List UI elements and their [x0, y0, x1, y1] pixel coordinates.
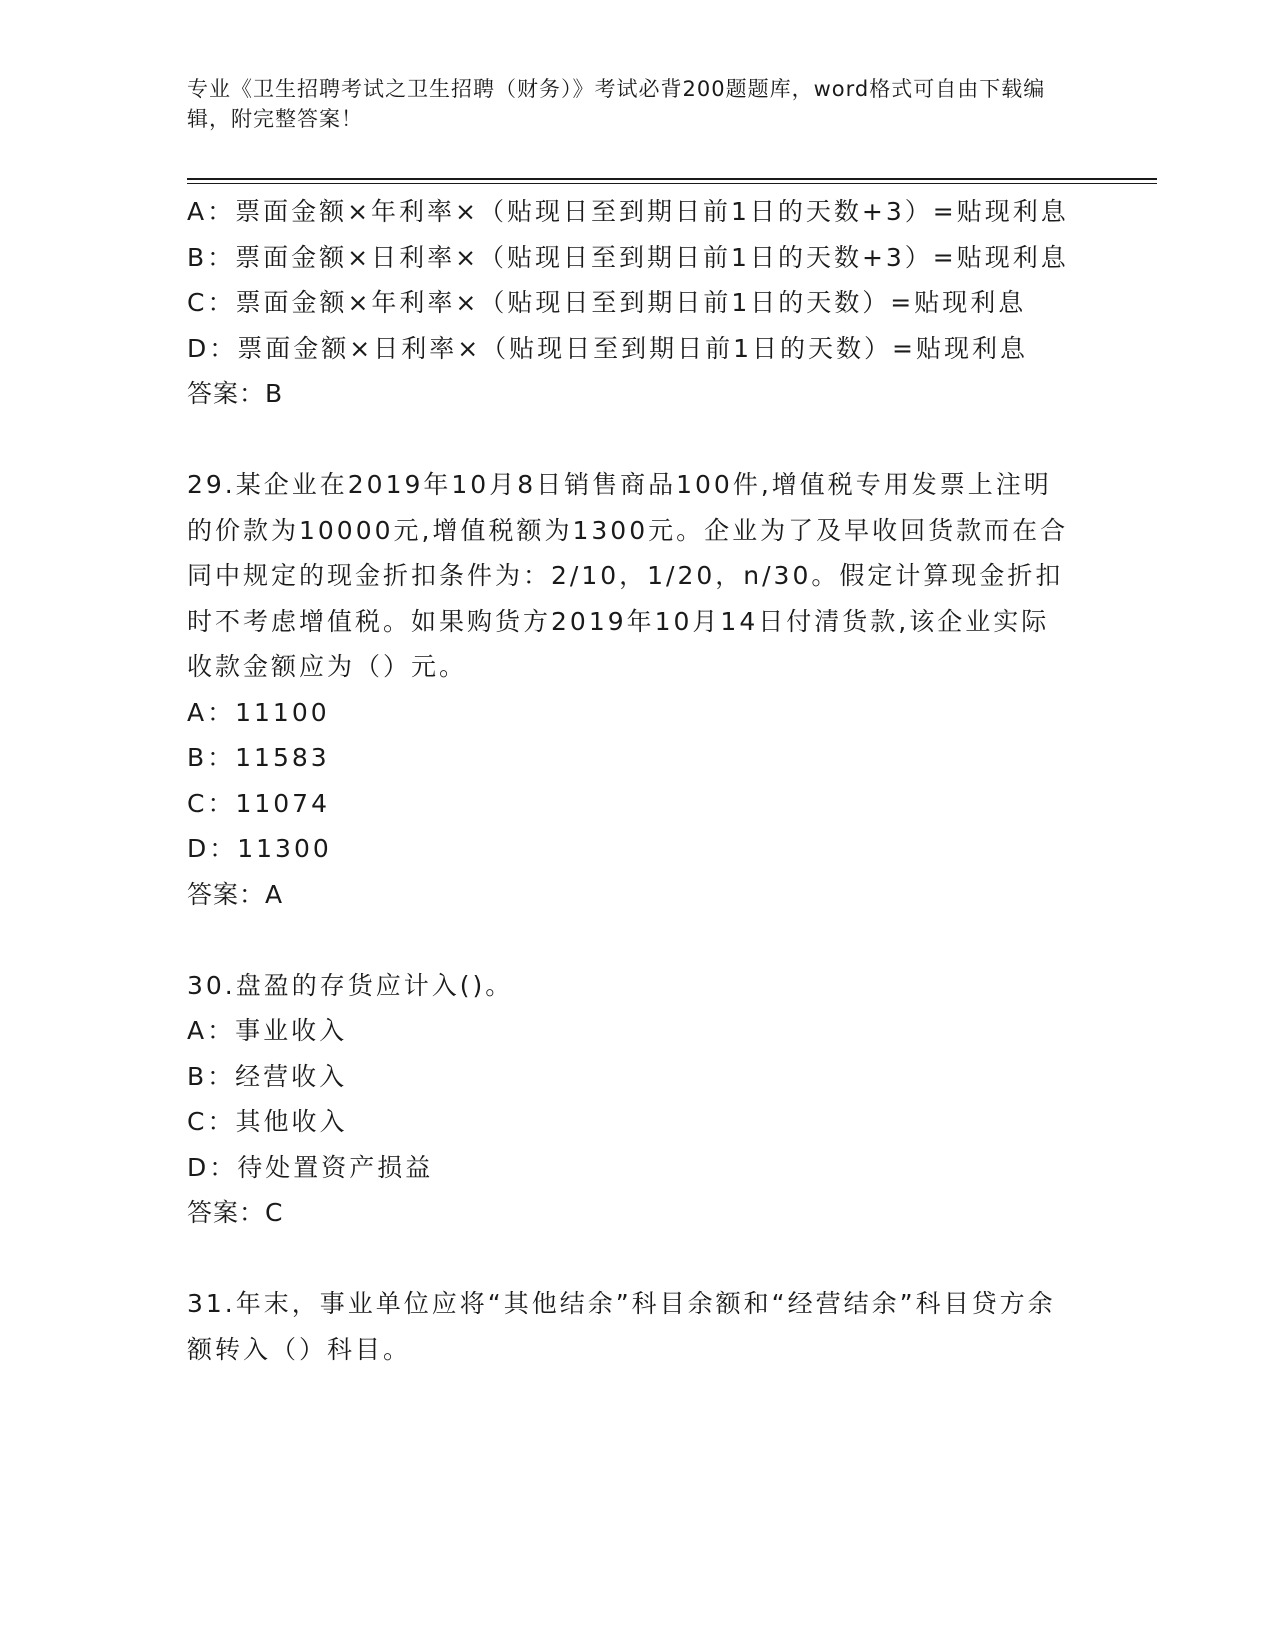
- option-b: B：票面金额×日利率×（贴现日至到期日前1日的天数+3）=贴现利息: [187, 242, 1069, 272]
- option-c: C：票面金额×年利率×（贴现日至到期日前1日的天数）=贴现利息: [187, 288, 1027, 317]
- answer: 答案：B: [187, 379, 284, 408]
- question-30: [187, 963, 1077, 1236]
- spacer: [187, 917, 1077, 963]
- spacer: [187, 417, 1077, 463]
- question-content: [187, 189, 1077, 1372]
- previous-question: [187, 189, 1077, 417]
- question-stem: 29.某企业在2019年10月8日销售商品100件,增值税专用发票上注明的价款为10000元,增值税额为1300元。企业为了及早收回货款而在合同中规定的现金折扣条件为：2/10，1/20，n/30。假定计算现金折扣时不考虑增值税。如果购货方2019年10月14日付清货款,该企业实际收款金额应为（）元。: [187, 470, 1069, 681]
- spacer: [187, 1236, 1077, 1282]
- option-a: A：票面金额×年利率×（贴现日至到期日前1日的天数+3）=贴现利息: [187, 197, 1069, 226]
- header-rule-thin: [187, 183, 1157, 184]
- option-a: A：11100: [187, 697, 330, 727]
- option-b: B：经营收入: [187, 1061, 348, 1091]
- question-29: [187, 462, 1077, 917]
- answer: 答案：A: [187, 879, 284, 909]
- answer: 答案：C: [187, 1198, 284, 1227]
- header-rule-thick: [187, 178, 1157, 180]
- document-header: 专业《卫生招聘考试之卫生招聘（财务）》考试必背200题题库，word格式可自由下载编辑，附完整答案！: [187, 77, 1046, 131]
- option-d: D：待处置资产损益: [187, 1152, 434, 1182]
- option-c: C：其他收入: [187, 1107, 348, 1136]
- question-stem: 31.年末，事业单位应将“其他结余”科目余额和“经营结余”科目贷方余额转入（）科目。: [187, 1289, 1056, 1364]
- option-c: C：11074: [187, 788, 330, 818]
- option-d: D：票面金额×日利率×（贴现日至到期日前1日的天数）=贴现利息: [187, 333, 1029, 363]
- option-a: A：事业收入: [187, 1016, 348, 1045]
- question-stem: 30.盘盈的存货应计入()。: [187, 970, 514, 1000]
- option-b: B：11583: [187, 743, 330, 772]
- question-31: [187, 1281, 1077, 1372]
- option-d: D：11300: [187, 834, 332, 863]
